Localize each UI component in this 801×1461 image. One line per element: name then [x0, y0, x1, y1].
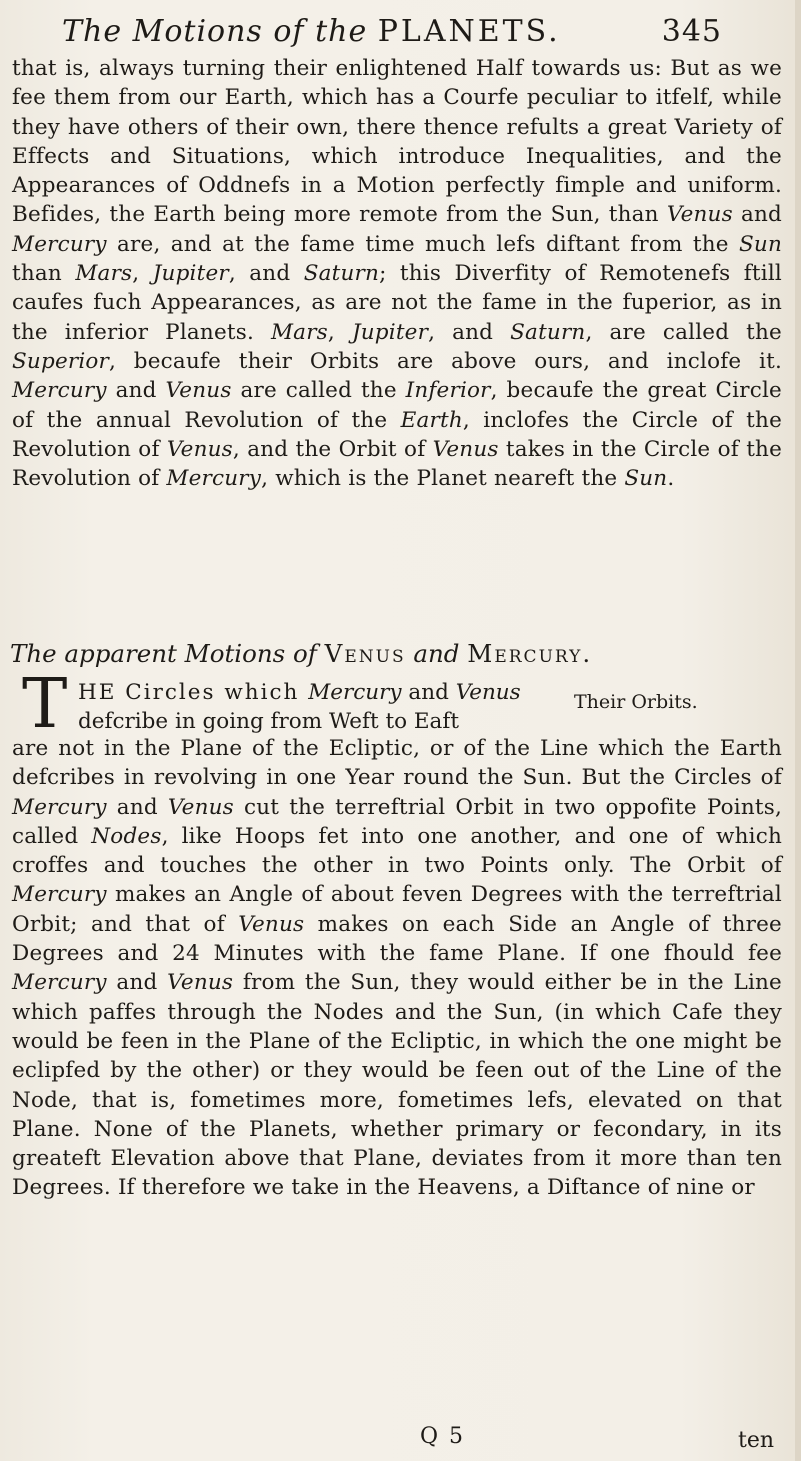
- text-run: that is, always turning their enlightened Half towards us: But as we fee them from our Earth, which has a Courfe peculiar to itfelf, while they have others of their own, there thence refults a great Variety of Effects and Situations, which introduce Inequalities, and the Appearances of Oddnefs in a Motion perfectly fimple and uniform. Befides, the Earth being more remote from the Sun, than: [12, 56, 782, 228]
- text-run: , becaufe the great Circle of the annual Revolution of the: [12, 378, 782, 433]
- italic-run: Venus: [165, 378, 232, 404]
- header-title-caps: PLANETS.: [377, 14, 561, 49]
- italic-run: Venus: [166, 436, 233, 462]
- catchword: ten: [738, 1428, 775, 1453]
- text-run: are called the: [231, 378, 406, 404]
- text-run: cut the terreftrial Orbit in two oppofite Points, called: [12, 794, 782, 849]
- italic-run: Mercury: [12, 794, 107, 820]
- text-run: makes on each Side an Angle of three Degrees and 24 Minutes with the fame Plane. If one fhould fee: [12, 911, 782, 967]
- lead-line-1: [78, 678, 550, 707]
- italic-run: Jupiter: [351, 319, 429, 345]
- section-heading: [10, 636, 790, 672]
- text-run: and: [106, 970, 168, 996]
- text-run: , and: [228, 261, 304, 287]
- paragraph-orbits-intro: [12, 54, 782, 493]
- heading-mercury: Mercury.: [467, 639, 593, 668]
- margin-note: Their Orbits.: [574, 691, 698, 713]
- text-run: takes in the Circle of the Revolution of: [12, 436, 783, 492]
- page-edge: [795, 0, 801, 1461]
- text-run: , and: [428, 319, 511, 345]
- text-run: makes an Angle of about feven Degrees with the terreftrial Orbit; and that of: [12, 882, 782, 937]
- italic-run: Venus: [432, 436, 499, 462]
- text-run: and: [732, 202, 782, 228]
- text-run: are not in the Plane of the Ecliptic, or of the Line which the Earth defcribes in revolving in one Year round the Sun. But the Circles of: [12, 736, 782, 791]
- text-run: , and the Orbit of: [232, 436, 433, 462]
- text-run: and: [106, 378, 166, 404]
- text-run: than: [12, 261, 76, 287]
- lead-lines: [78, 678, 550, 736]
- text-run: .: [667, 466, 675, 492]
- italic-run: Jupiter: [152, 261, 229, 287]
- italic-run: Venus: [167, 970, 234, 996]
- text-run: , inclofes the Circle of the Revolution of: [12, 407, 782, 462]
- lead-and: and: [401, 680, 456, 705]
- running-header: [62, 12, 722, 52]
- text-run: are, and at the fame time much lefs diftant from the: [106, 231, 739, 257]
- page-number: 345: [661, 14, 722, 49]
- text-run: , are called the: [585, 319, 782, 345]
- italic-run: Mercury: [12, 231, 107, 257]
- italic-run: Nodes: [91, 823, 162, 849]
- paragraph-1-text: [12, 54, 782, 493]
- text-run: ; this Diverfity of Remotenefs ftill caufes fuch Appearances, as are not the fame in the fuperior, as in the inferior Planets.: [12, 261, 782, 345]
- italic-run: Mercury: [12, 882, 107, 908]
- text-run: from the Sun, they would either be in the Line which paffes through the Nodes and the Sun, (in which Cafe they would be feen in the Plane of the Ecliptic, in which the one might be eclipfed by the other) or they would be feen out of the Line of the Node, that is, fometimes more, fometimes lefs, elevated on that Plane. None of the Planets, whether primary or fecondary, in its greateft Elevation above that Plane, deviates from it more than ten Degrees. If therefore we take in the Heavens, a Diftance of nine or: [12, 970, 782, 1201]
- paragraph-orbits-nodes: [12, 734, 782, 1203]
- italic-run: Venus: [238, 911, 305, 937]
- italic-run: Venus: [167, 794, 234, 820]
- lead-venus: Venus: [455, 680, 521, 705]
- italic-run: Inferior: [405, 378, 491, 404]
- header-title-italic: The Motions of the: [62, 14, 368, 49]
- text-run: , like Hoops fet into one another, and one of which croffes and touches the other in two Points only. The Orbit of: [12, 823, 782, 879]
- heading-venus: Venus: [324, 639, 406, 668]
- italic-run: Sun: [738, 231, 782, 257]
- text-run: , becaufe their Orbits are above ours, and inclofe it.: [109, 348, 782, 374]
- text-run: ,: [327, 319, 352, 345]
- italic-run: Saturn: [303, 261, 380, 287]
- italic-run: Venus: [666, 202, 733, 228]
- text-run: ,: [132, 261, 153, 287]
- lead-line-2: defcribe in going from Weft to Eaft: [78, 709, 459, 734]
- italic-run: Superior: [12, 348, 110, 374]
- italic-run: Earth: [400, 407, 463, 433]
- page-footer: [0, 1422, 801, 1458]
- italic-run: Sun: [624, 466, 668, 492]
- text-run: , which is the Planet neareft the: [261, 466, 625, 492]
- heading-part1: The apparent Motions of: [10, 639, 317, 668]
- italic-run: Mercury: [12, 378, 107, 404]
- italic-run: Mars: [270, 319, 328, 345]
- lead-mercury: Mercury: [308, 680, 402, 705]
- heading-and: and: [413, 639, 460, 668]
- signature-mark: Q 5: [420, 1424, 466, 1449]
- lead-line-1a: HE Circles which: [78, 680, 309, 705]
- text-run: and: [106, 794, 168, 820]
- paragraph-2-text: [12, 734, 782, 1203]
- italic-run: Saturn: [510, 319, 586, 345]
- italic-run: Mercury: [166, 466, 262, 492]
- italic-run: Mars: [75, 261, 133, 287]
- italic-run: Mercury: [12, 970, 107, 996]
- drop-cap: T: [22, 665, 68, 744]
